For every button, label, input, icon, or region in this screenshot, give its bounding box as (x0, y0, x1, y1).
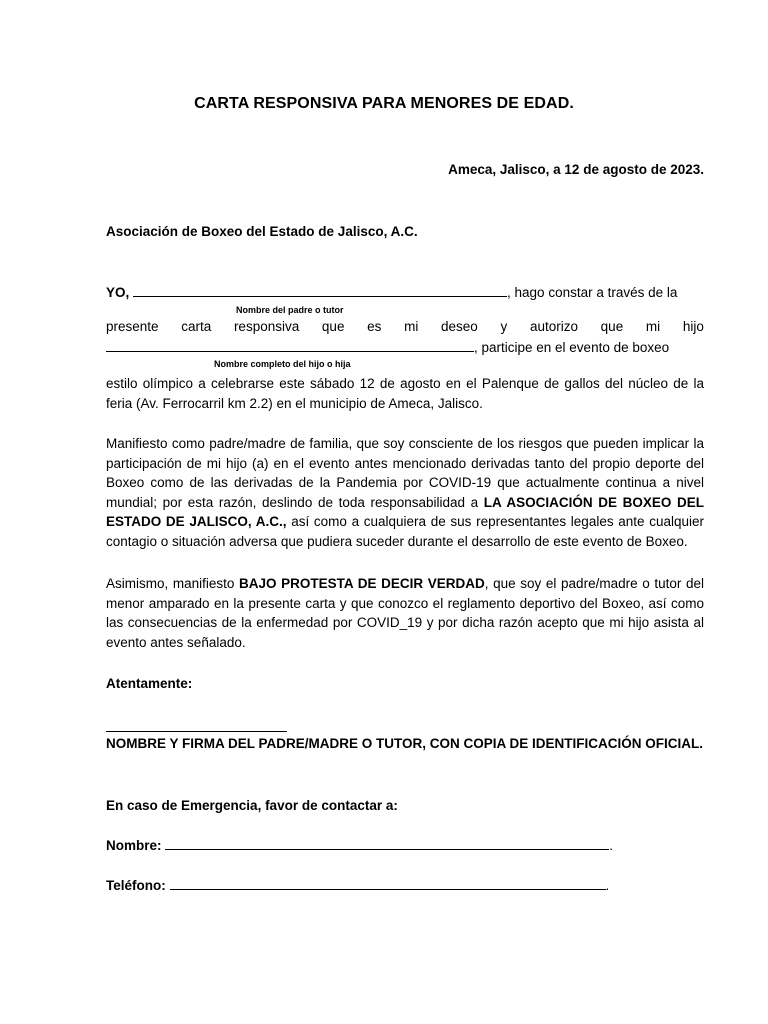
presente-word: deseo (441, 319, 478, 334)
liability-paragraph (106, 434, 704, 552)
liability-bold: LA ASOCIACIÓN DE BOXEO DEL ESTADO DE JALISCO, A.C., (106, 494, 704, 530)
child-name-blank[interactable] (106, 338, 474, 352)
presente-word: hijo (682, 319, 704, 334)
presente-word: responsiva (233, 319, 300, 334)
declaration-text-b: , que soy el padre/madre o tutor del menor amparado en la presente carta y que conozco el reglamento deportivo del Boxeo, así como las consecuencias de la enfermedad por COVID_19 y por dicha razón acepto que mi hijo asista al evento antes señalado. (106, 576, 704, 650)
document-title: CARTA RESPONSIVA PARA MENORES DE EDAD. (194, 95, 574, 112)
liability-text-a: Manifiesto como padre/madre de familia, que soy consciente de los riesgos que pueden implicar la participación de mi hijo (a) en el evento antes mencionado derivadas tanto del propio deporte del Boxeo como de las derivadas de la Pandemia por COVID-19 que actualmente continua a nivel mundial; por esta razón, deslindo de toda responsabilidad a (106, 436, 704, 510)
declaration-paragraph (106, 574, 704, 652)
yo-suffix: , hago constar a través de la (507, 285, 678, 300)
yo-prefix: YO, (106, 285, 130, 300)
emergency-heading: En caso de Emergencia, favor de contactar a: (106, 798, 398, 813)
emergency-name-blank[interactable] (165, 836, 609, 850)
presente-word: es (367, 319, 382, 334)
parent-name-blank[interactable] (133, 283, 507, 297)
parent-name-caption: Nombre del padre o tutor (236, 305, 344, 315)
emergency-phone-label: Teléfono: (106, 878, 166, 893)
place-date: Ameca, Jalisco, a 12 de agosto de 2023. (448, 162, 704, 177)
end-mark: . (609, 838, 614, 853)
presente-word: autorizo (529, 319, 578, 334)
emergency-phone-blank[interactable] (170, 876, 606, 890)
child-name-caption: Nombre completo del hijo o hija (214, 359, 351, 369)
event-paragraph: estilo olímpico a celebrarse este sábado 12 de agosto en el Palenque de gallos del núcleo de la feria (Av. Ferrocarril km 2.2) en el municipio de Ameca, Jalisco. (106, 376, 704, 411)
liability-text-b: así como a cualquiera de sus representantes legales ante cualquier contagio o situación adversa que pudiera suceder durante el desarrollo de este evento de Boxeo. (106, 514, 704, 549)
presente-word: mi (404, 319, 419, 334)
declaration-text-a: Asimismo, manifiesto (106, 576, 240, 591)
emergency-name-line (106, 836, 613, 856)
declaration-bold: BAJO PROTESTA DE DECIR VERDAD (239, 576, 485, 591)
yo-line (106, 283, 677, 303)
child-suffix: , participe en el evento de boxeo (474, 340, 670, 355)
presente-word: mi (645, 319, 661, 334)
presente-word: que (321, 319, 345, 334)
emergency-name-label: Nombre: (106, 838, 162, 853)
closing: Atentamente: (106, 676, 193, 691)
signature-caption: NOMBRE Y FIRMA DEL PADRE/MADRE O TUTOR, CON COPIA DE IDENTIFICACIÓN OFICIAL. (106, 736, 704, 751)
presente-line (106, 317, 704, 337)
presente-word: carta (181, 319, 212, 334)
presente-word: y (500, 319, 508, 334)
emergency-phone-line (106, 876, 609, 896)
child-line (106, 338, 669, 358)
end-mark: . (605, 878, 610, 893)
presente-word: presente (106, 319, 159, 334)
presente-word: que (600, 319, 624, 334)
signature-line[interactable] (106, 731, 287, 732)
recipient: Asociación de Boxeo del Estado de Jalisco, A.C. (106, 224, 418, 239)
